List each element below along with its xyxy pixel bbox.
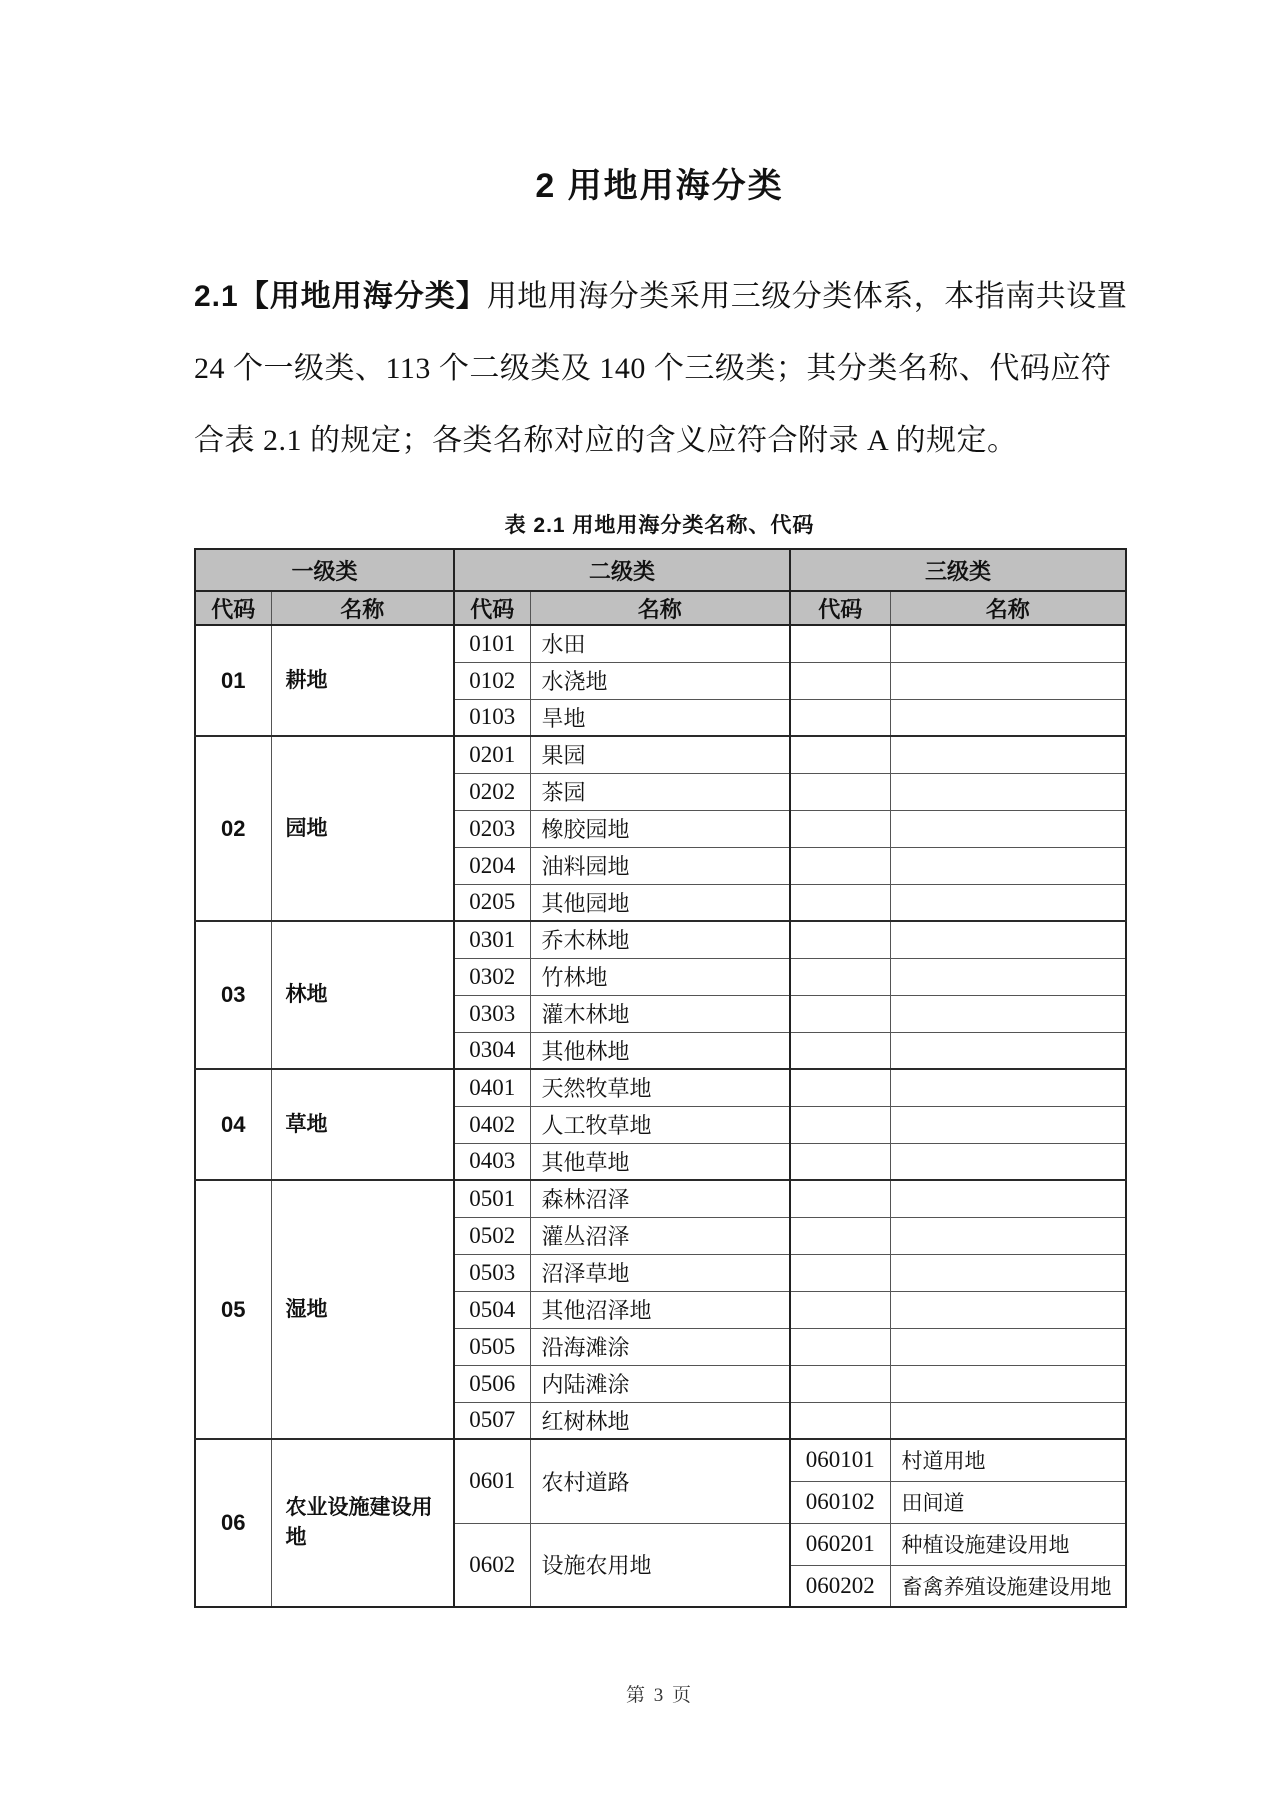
l3-code-cell: [790, 1180, 890, 1217]
l2-name-cell: 灌丛沼泽: [530, 1217, 790, 1254]
l1-code-cell: 04: [195, 1069, 271, 1180]
l3-name-cell: 畜禽养殖设施建设用地: [890, 1565, 1126, 1607]
l2-name-cell: 水浇地: [530, 662, 790, 699]
table-row: [195, 625, 1126, 662]
l2-code-cell: 0602: [454, 1523, 530, 1607]
l2-name-cell: 其他林地: [530, 1032, 790, 1069]
l2-code-cell: 0505: [454, 1328, 530, 1365]
intro-paragraph: [194, 261, 1128, 477]
table-header: [195, 549, 1126, 625]
l3-code-cell: [790, 1106, 890, 1143]
header-l3-code: 代码: [790, 591, 890, 625]
l2-code-cell: 0502: [454, 1217, 530, 1254]
paragraph-line-1: [194, 261, 1128, 333]
l3-code-cell: [790, 736, 890, 773]
l3-name-cell: [890, 1032, 1126, 1069]
header-l1-name: 名称: [271, 591, 454, 625]
l3-name-cell: 村道用地: [890, 1439, 1126, 1481]
l3-code-cell: [790, 1254, 890, 1291]
l3-code-cell: [790, 847, 890, 884]
l3-name-cell: [890, 1402, 1126, 1439]
table-caption: 表 2.1 用地用海分类名称、代码: [504, 514, 815, 537]
table-row: [195, 921, 1126, 958]
l2-code-cell: 0302: [454, 958, 530, 995]
l2-name-cell: 橡胶园地: [530, 810, 790, 847]
paragraph-line-2: 24 个一级类、113 个二级类及 140 个三级类；其分类名称、代码应符: [194, 352, 1112, 385]
l2-code-cell: 0202: [454, 773, 530, 810]
l3-name-cell: 种植设施建设用地: [890, 1523, 1126, 1565]
header-sub-row: [195, 591, 1126, 625]
l3-name-cell: [890, 1365, 1126, 1402]
l3-code-cell: [790, 995, 890, 1032]
l2-name-cell: 其他草地: [530, 1143, 790, 1180]
l3-code-cell: 060101: [790, 1439, 890, 1481]
l2-name-cell: 乔木林地: [530, 921, 790, 958]
l3-name-cell: [890, 625, 1126, 662]
l1-name-cell: 草地: [271, 1069, 454, 1180]
l2-code-cell: 0304: [454, 1032, 530, 1069]
l3-name-cell: [890, 921, 1126, 958]
table-body: [195, 625, 1126, 1607]
l3-code-cell: [790, 662, 890, 699]
l2-name-cell: 其他沼泽地: [530, 1291, 790, 1328]
table-row: [195, 1180, 1126, 1217]
l2-name-cell: 沼泽草地: [530, 1254, 790, 1291]
l2-name-cell: 森林沼泽: [530, 1180, 790, 1217]
l1-name-cell: 园地: [271, 736, 454, 921]
header-level1-group: 一级类: [195, 549, 454, 591]
l2-code-cell: 0203: [454, 810, 530, 847]
l2-code-cell: 0103: [454, 699, 530, 736]
table-row: [195, 1069, 1126, 1106]
l3-name-cell: 田间道: [890, 1481, 1126, 1523]
classification-table: [194, 548, 1127, 1608]
l2-code-cell: 0601: [454, 1439, 530, 1523]
l2-name-cell: 红树林地: [530, 1402, 790, 1439]
l3-name-cell: [890, 699, 1126, 736]
l3-code-cell: [790, 810, 890, 847]
l3-code-cell: 060102: [790, 1481, 890, 1523]
l2-name-cell: 旱地: [530, 699, 790, 736]
l3-code-cell: 060202: [790, 1565, 890, 1607]
l3-code-cell: [790, 884, 890, 921]
l3-name-cell: [890, 1328, 1126, 1365]
header-l3-name: 名称: [890, 591, 1126, 625]
l3-name-cell: [890, 884, 1126, 921]
clause-label: 2.1【用地用海分类】: [194, 280, 487, 313]
l2-code-cell: 0507: [454, 1402, 530, 1439]
l3-name-cell: [890, 1069, 1126, 1106]
l3-code-cell: [790, 773, 890, 810]
l3-code-cell: [790, 1069, 890, 1106]
l1-code-cell: 02: [195, 736, 271, 921]
l2-name-cell: 灌木林地: [530, 995, 790, 1032]
l2-code-cell: 0401: [454, 1069, 530, 1106]
l3-code-cell: [790, 921, 890, 958]
l3-code-cell: [790, 625, 890, 662]
l2-name-cell: 内陆滩涂: [530, 1365, 790, 1402]
l3-code-cell: 060201: [790, 1523, 890, 1565]
l1-code-cell: 06: [195, 1439, 271, 1607]
l2-code-cell: 0503: [454, 1254, 530, 1291]
l3-code-cell: [790, 1217, 890, 1254]
l3-name-cell: [890, 1106, 1126, 1143]
l3-name-cell: [890, 736, 1126, 773]
l1-name-cell: 耕地: [271, 625, 454, 736]
l2-name-cell: 其他园地: [530, 884, 790, 921]
l3-name-cell: [890, 773, 1126, 810]
l2-code-cell: 0205: [454, 884, 530, 921]
l2-name-cell: 设施农用地: [530, 1523, 790, 1607]
page-number: 第 3 页: [625, 1685, 693, 1706]
header-l2-name: 名称: [530, 591, 790, 625]
l1-code-cell: 05: [195, 1180, 271, 1439]
l3-name-cell: [890, 1180, 1126, 1217]
header-l2-code: 代码: [454, 591, 530, 625]
l2-name-cell: 沿海滩涂: [530, 1328, 790, 1365]
l3-name-cell: [890, 958, 1126, 995]
l1-name-cell: 湿地: [271, 1180, 454, 1439]
l2-code-cell: 0403: [454, 1143, 530, 1180]
l3-name-cell: [890, 1217, 1126, 1254]
page-title: 2 用地用海分类: [535, 167, 784, 205]
l3-code-cell: [790, 1143, 890, 1180]
l2-name-cell: 茶园: [530, 773, 790, 810]
l2-code-cell: 0303: [454, 995, 530, 1032]
paragraph-line-3: 合表 2.1 的规定；各类名称对应的含义应符合附录 A 的规定。: [194, 424, 1018, 457]
l2-code-cell: 0402: [454, 1106, 530, 1143]
header-l1-code: 代码: [195, 591, 271, 625]
paragraph-line-1-text: 用地用海分类采用三级分类体系，本指南共设置: [486, 280, 1128, 313]
l3-name-cell: [890, 847, 1126, 884]
l2-code-cell: 0101: [454, 625, 530, 662]
l2-name-cell: 油料园地: [530, 847, 790, 884]
l1-code-cell: 01: [195, 625, 271, 736]
header-level2-group: 二级类: [454, 549, 790, 591]
l3-name-cell: [890, 662, 1126, 699]
l2-code-cell: 0201: [454, 736, 530, 773]
l3-code-cell: [790, 1032, 890, 1069]
l2-name-cell: 果园: [530, 736, 790, 773]
l2-name-cell: 天然牧草地: [530, 1069, 790, 1106]
header-level3-group: 三级类: [790, 549, 1126, 591]
l2-code-cell: 0204: [454, 847, 530, 884]
l1-name-cell: 农业设施建设用地: [271, 1439, 454, 1607]
l3-code-cell: [790, 699, 890, 736]
l2-code-cell: 0501: [454, 1180, 530, 1217]
l2-code-cell: 0102: [454, 662, 530, 699]
l2-name-cell: 水田: [530, 625, 790, 662]
l3-name-cell: [890, 810, 1126, 847]
l2-name-cell: 农村道路: [530, 1439, 790, 1523]
l2-name-cell: 竹林地: [530, 958, 790, 995]
l1-code-cell: 03: [195, 921, 271, 1069]
page-content: [194, 0, 1128, 1706]
table-row: [195, 736, 1126, 773]
header-group-row: [195, 549, 1126, 591]
l3-code-cell: [790, 1328, 890, 1365]
l3-code-cell: [790, 1291, 890, 1328]
table-row: [195, 1439, 1126, 1481]
l3-code-cell: [790, 1402, 890, 1439]
l3-name-cell: [890, 1291, 1126, 1328]
l3-code-cell: [790, 958, 890, 995]
l3-name-cell: [890, 995, 1126, 1032]
l2-code-cell: 0504: [454, 1291, 530, 1328]
l3-name-cell: [890, 1254, 1126, 1291]
l3-code-cell: [790, 1365, 890, 1402]
l2-code-cell: 0506: [454, 1365, 530, 1402]
l2-code-cell: 0301: [454, 921, 530, 958]
l3-name-cell: [890, 1143, 1126, 1180]
l2-name-cell: 人工牧草地: [530, 1106, 790, 1143]
l1-name-cell: 林地: [271, 921, 454, 1069]
